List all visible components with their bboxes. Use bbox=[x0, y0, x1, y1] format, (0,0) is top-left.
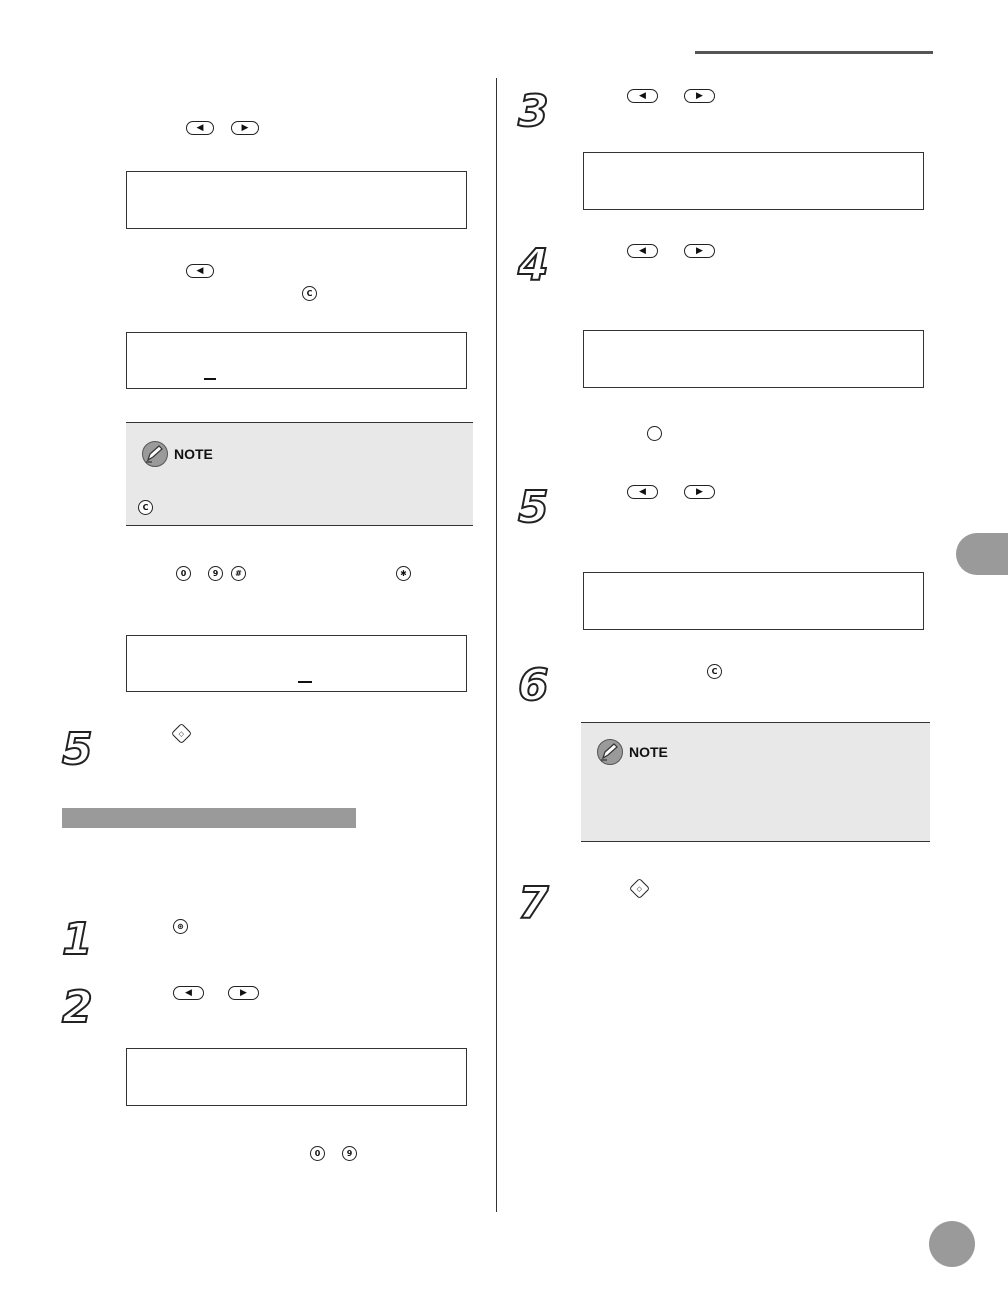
right-arrow-key-icon: ▶ bbox=[228, 986, 259, 1000]
left-arrow-key-icon: ◀ bbox=[627, 485, 658, 499]
note-label: NOTE bbox=[174, 446, 213, 462]
menu-key-icon: ⊛ bbox=[173, 919, 188, 934]
note-box bbox=[581, 722, 930, 842]
lcd-display bbox=[126, 635, 467, 692]
step-number: 3 bbox=[518, 86, 549, 137]
lcd-display bbox=[126, 1048, 467, 1106]
lcd-cursor bbox=[298, 681, 312, 683]
note-box bbox=[126, 422, 473, 526]
zero-key-icon: 0 bbox=[176, 566, 191, 581]
note-header bbox=[597, 739, 668, 765]
right-arrow-key-icon: ▶ bbox=[231, 121, 259, 135]
column-divider bbox=[496, 78, 497, 1212]
page-number-badge bbox=[929, 1221, 975, 1267]
lcd-cursor bbox=[204, 378, 216, 380]
right-arrow-key-icon: ▶ bbox=[684, 485, 715, 499]
hash-key-icon: # bbox=[231, 566, 246, 581]
lcd-display bbox=[583, 152, 924, 210]
lcd-display bbox=[126, 171, 467, 229]
clear-key-icon: C bbox=[138, 500, 153, 515]
step-number: 5 bbox=[518, 482, 549, 533]
step-number: 5 bbox=[62, 724, 93, 775]
nine-key-icon: 9 bbox=[342, 1146, 357, 1161]
zero-key-icon: 0 bbox=[310, 1146, 325, 1161]
step-number: 7 bbox=[518, 878, 549, 929]
step-number: 4 bbox=[518, 240, 549, 291]
lcd-display bbox=[126, 332, 467, 389]
left-arrow-key-icon: ◀ bbox=[173, 986, 204, 1000]
pencil-note-icon bbox=[597, 739, 623, 765]
nine-key-icon: 9 bbox=[208, 566, 223, 581]
left-arrow-key-icon: ◀ bbox=[627, 244, 658, 258]
clear-key-icon: C bbox=[707, 664, 722, 679]
chapter-tab bbox=[956, 533, 1008, 575]
start-key-icon: ◇ bbox=[171, 723, 192, 744]
pencil-note-icon bbox=[142, 441, 168, 467]
left-arrow-key-icon: ◀ bbox=[627, 89, 658, 103]
step-number: 1 bbox=[62, 914, 93, 965]
note-label: NOTE bbox=[629, 744, 668, 760]
star-key-icon: ✱ bbox=[396, 566, 411, 581]
right-arrow-key-icon: ▶ bbox=[684, 89, 715, 103]
note-header bbox=[142, 441, 213, 467]
lcd-display bbox=[583, 330, 924, 388]
left-arrow-key-icon: ◀ bbox=[186, 121, 214, 135]
header-rule bbox=[695, 51, 933, 54]
right-arrow-key-icon: ▶ bbox=[684, 244, 715, 258]
ok-key-icon bbox=[647, 426, 662, 441]
clear-key-icon: C bbox=[302, 286, 317, 301]
left-arrow-key-icon: ◀ bbox=[186, 264, 214, 278]
section-heading-banner bbox=[62, 808, 356, 828]
step-number: 2 bbox=[62, 982, 93, 1033]
start-key-icon: ◇ bbox=[629, 878, 650, 899]
lcd-display bbox=[583, 572, 924, 630]
step-number: 6 bbox=[518, 660, 549, 711]
